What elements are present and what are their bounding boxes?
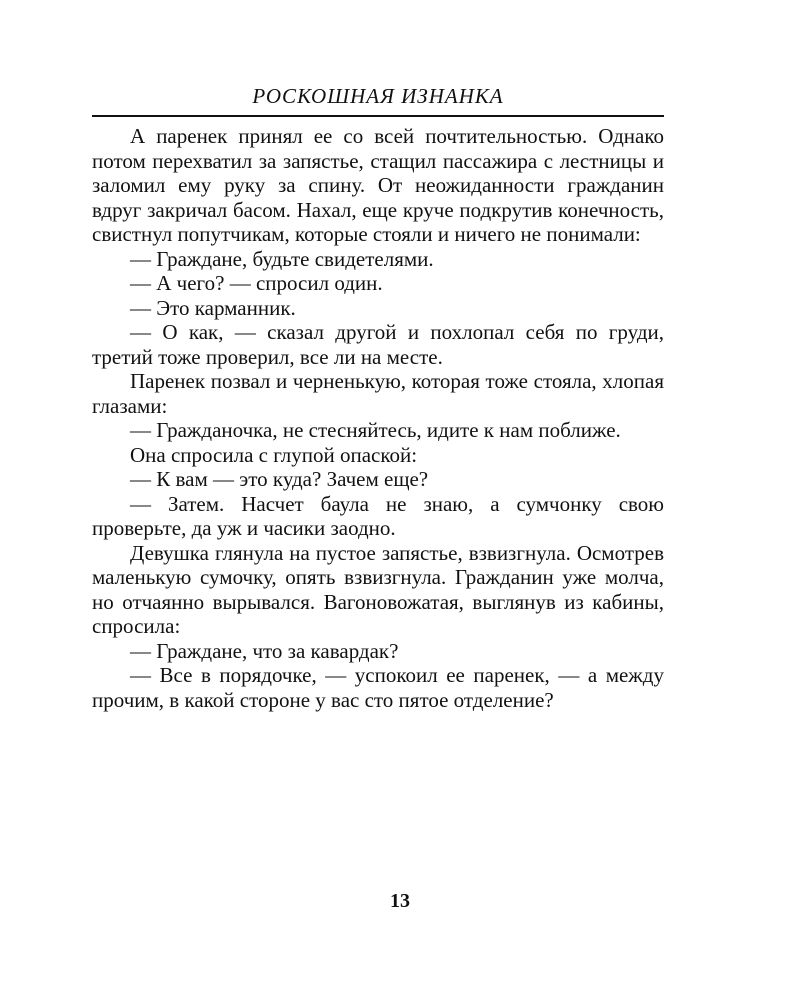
paragraph: — К вам — это куда? Зачем еще? [130,467,429,491]
paragraph: Она спросила с глупой опаской: [130,442,418,467]
paragraph: — Это карманник. [130,295,296,320]
paragraph: — Гражданочка, не стесняйтесь, идите к нам поближе. [130,418,621,442]
paragraph: А паренек принял ее со всей почтительностью. Однако потом перехватил за запястье, стащил пассажира с лестницы и заломил ему руку за спину. От неожиданности гражданин вдруг закричал басом. Нахал, еще круче подкрутив конечность, свистнул попутчикам, которые стояли и ничего не понимали: [92,124,664,246]
paragraph: Паренек позвал и черненькую, которая тоже стояла, хлопая глазами: [92,369,664,418]
paragraph: — Граждане, будьте свидетелями. [130,246,434,271]
page-number: 13 [390,890,410,912]
running-title: РОСКОШНАЯ ИЗНАНКА [252,84,504,108]
paragraph: — О как, — сказал другой и похлопал себя по груди, третий тоже проверил, все ли на месте. [92,320,664,369]
paragraph: — Граждане, что за кавардак? [130,638,399,663]
body-text [92,124,664,712]
paragraph: — Все в порядочке, — успокоил ее парeнек, — а между прочим, в какой стороне у вас сто пятое отделение? [92,663,664,712]
paragraph: — Затем. Насчет баула не знаю, а сумчонку свою проверьте, да уж и часики заодно. [92,491,664,540]
paragraph: — А чего? — спросил один. [130,271,383,295]
paragraph: Девушка глянула на пустое запястье, взвизгнула. Осмотрев маленькую сумочку, опять взвизгнула. Гражданин уже молча, но отчаянно вырывался. Вагоновожатая, выглянув из кабины, спросила: [92,540,664,638]
header-rule [92,115,664,117]
